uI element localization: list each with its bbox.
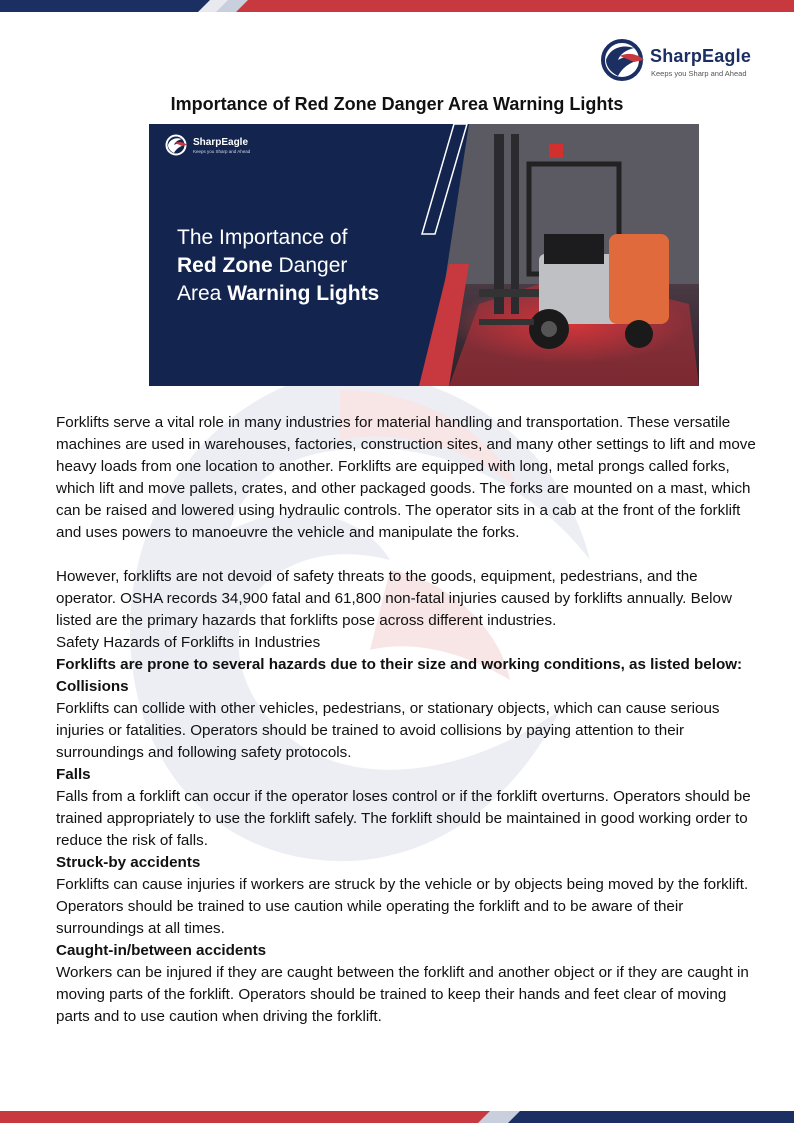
- banner-headline-rest-2: Area: [177, 282, 228, 305]
- page-title: Importance of Red Zone Danger Area Warning Lights: [170, 94, 624, 114]
- article-banner-image: [149, 124, 699, 386]
- bottom-decorative-band: [0, 1111, 794, 1123]
- hazard-title: Caught-in/between accidents: [56, 942, 267, 959]
- banner-headline-line1: The Importance of: [177, 226, 348, 249]
- banner-headline-bold-2: Warning Lights: [227, 282, 380, 305]
- hazard-title: Struck-by accidents: [56, 854, 201, 871]
- paragraph-gap: [56, 544, 756, 566]
- hazard-text: Forklifts can cause injuries if workers are struck by the vehicle or by objects being moved by the forklift. Operators should be trained to use caution while operating the forklift and to be aware of their surroundings at all times.: [56, 876, 749, 937]
- banner-eagle-logo-icon: [165, 134, 189, 156]
- logo-tagline: Keeps you Sharp and Ahead: [651, 69, 747, 78]
- top-decorative-band: [0, 0, 794, 12]
- banner-headline-bold-1: Red Zone: [177, 254, 273, 277]
- hazard-title: Collisions: [56, 678, 129, 695]
- banner-headline-line2: [177, 252, 379, 280]
- banner-headline-rest-1: Danger: [272, 254, 348, 277]
- body-paragraph-1: Forklifts serve a vital role in many industries for material handling and transportation. These versatile machines are used in warehouses, factories, construction sites, and many other settings to lift and move heavy loads from one location to another. Forklifts are equipped with long, metal prongs called forks, which lift and move pallets, crates, and other packaged goods. The forks are mounted on a mast, which can be raised and lowered using hydraulic controls. The operator sits in a cab at the front of the forklift and uses powers to manoeuvre the vehicle and manipulate the forks.: [56, 414, 756, 541]
- hazard-text: Forklifts can collide with other vehicles, pedestrians, or stationary objects, which can cause serious injuries or fatalities. Operators should be trained to avoid collisions by paying attention to their surroundings and following safety protocols.: [56, 700, 720, 761]
- article-body: [56, 412, 756, 1028]
- banner-tagline: Keeps you Sharp and Ahead: [193, 149, 251, 154]
- hazard-text: Falls from a forklift can occur if the operator loses control or if the forklift overturns. Operators should be trained appropriately to use the forklift safely. The forklift should be maintained in good working order to reduce the risk of falls.: [56, 788, 751, 849]
- section-heading: Safety Hazards of Forklifts in Industries: [56, 634, 321, 651]
- sharpeagle-logo: [600, 38, 760, 82]
- hazard-text: Workers can be injured if they are caught between the forklift and another object or if they are caught in moving parts of the forklift. Operators should be trained to keep their hands and feet clear of moving parts and to use caution when driving the forklift.: [56, 964, 749, 1025]
- banner-headline: [177, 224, 379, 308]
- eagle-logo-icon: [600, 38, 648, 82]
- logo-brand-name: SharpEagle: [650, 46, 752, 66]
- hazard-title: Falls: [56, 766, 91, 783]
- banner-brand: SharpEagle: [193, 137, 249, 148]
- hazards-intro: Forklifts are prone to several hazards due to their size and working conditions, as listed below:: [56, 656, 743, 673]
- banner-headline-line3: [177, 280, 379, 308]
- body-paragraph-2: However, forklifts are not devoid of safety threats to the goods, equipment, pedestrians, and the operator. OSHA records 34,900 fatal and 61,800 non-fatal injuries caused by forklifts annually. Below listed are the primary hazards that forklifts pose across different industries.: [56, 568, 732, 629]
